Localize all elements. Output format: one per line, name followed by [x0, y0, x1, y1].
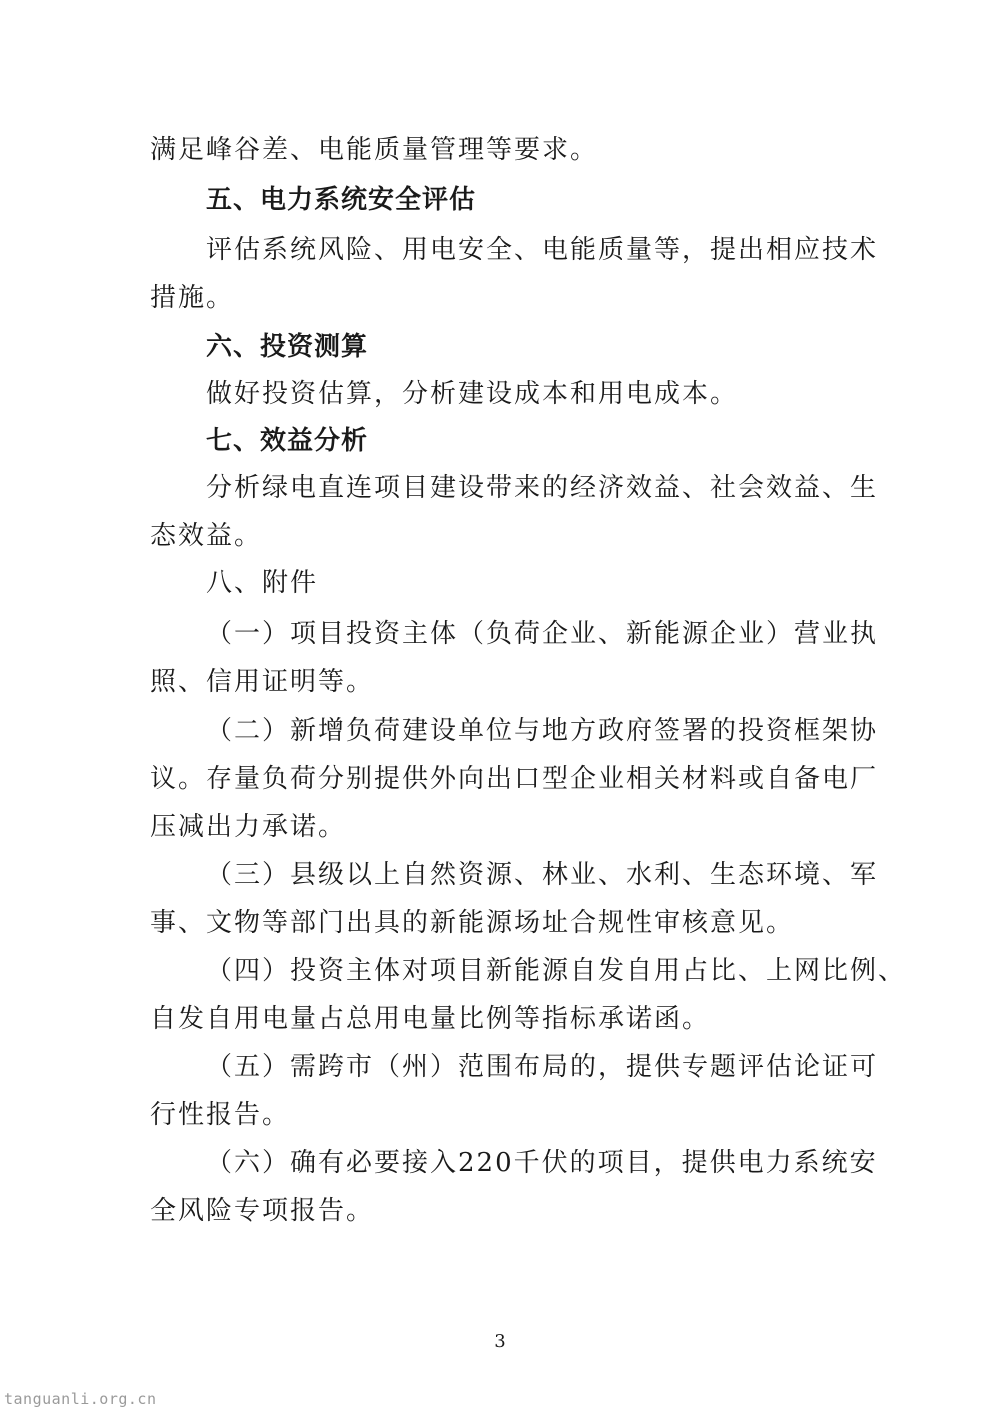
- paragraph-line: 分析绿电直连项目建设带来的经济效益、社会效益、生: [206, 473, 879, 503]
- paragraph-line: 照、信用证明等。: [150, 667, 375, 697]
- paragraph-line: 议。存量负荷分别提供外向出口型企业相关材料或自备电厂: [150, 764, 879, 794]
- paragraph-continuation: 满足峰谷差、电能质量管理等要求。: [150, 135, 599, 165]
- attachment-item-6: （六）确有必要接入220千伏的项目，提供电力系统安: [206, 1148, 878, 1178]
- paragraph-line: 自发自用电量占总用电量比例等指标承诺函。: [150, 1004, 711, 1034]
- page-number: 3: [494, 1331, 506, 1352]
- section-heading-7: 七、效益分析: [206, 426, 369, 456]
- attachment-item-5: （五）需跨市（州）范围布局的，提供专题评估论证可: [206, 1052, 879, 1082]
- paragraph-line: 压减出力承诺。: [150, 812, 347, 842]
- paragraph-line: 态效益。: [150, 521, 263, 551]
- section-heading-8: 八、附件: [206, 568, 319, 598]
- attachment-item-3: （三）县级以上自然资源、林业、水利、生态环境、军: [206, 860, 879, 890]
- paragraph-line: 做好投资估算，分析建设成本和用电成本。: [206, 379, 739, 409]
- paragraph-line: 全风险专项报告。: [150, 1196, 375, 1226]
- section-heading-5: 五、电力系统安全评估: [206, 185, 477, 215]
- paragraph-line: 措施。: [150, 283, 235, 313]
- paragraph-line: 事、文物等部门出具的新能源场址合规性审核意见。: [150, 908, 795, 938]
- attachment-item-1: （一）项目投资主体（负荷企业、新能源企业）营业执: [206, 619, 879, 649]
- attachment-item-4: （四）投资主体对项目新能源自发自用占比、上网比例、: [206, 956, 907, 986]
- paragraph-line: 评估系统风险、用电安全、电能质量等，提出相应技术: [206, 235, 879, 265]
- attachment-item-2: （二）新增负荷建设单位与地方政府签署的投资框架协: [206, 716, 879, 746]
- watermark: tanguanli.org.cn: [4, 1390, 157, 1408]
- section-heading-6: 六、投资测算: [206, 332, 369, 362]
- paragraph-line: 行性报告。: [150, 1100, 291, 1130]
